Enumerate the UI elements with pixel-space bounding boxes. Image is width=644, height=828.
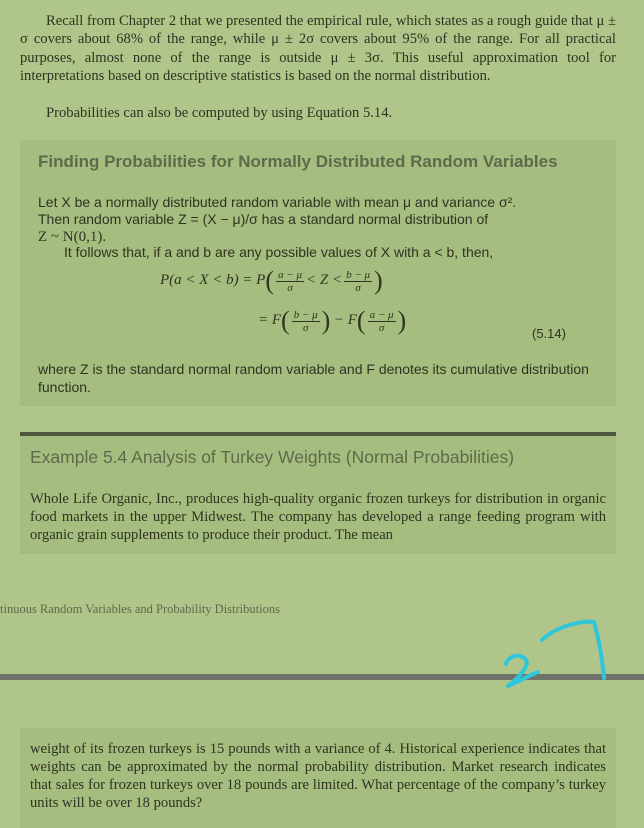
fraction-a: $\frac{a - \mu}{\sigma}$	[278, 268, 302, 294]
definition-line-1: Let X be a normally distributed random variable with mean μ and variance σ².	[38, 194, 517, 210]
example-body: Whole Life Organic, Inc., produces high-quality organic frozen turkeys for distribution in organic food markets in the upper Midwest. The company has developed a range feeding program with organic grain supplements to produce their product. The mean	[30, 491, 606, 543]
fraction-b-2: $\frac{b - \mu}{\sigma}$	[293, 308, 318, 334]
empirical-rule-paragraph: Recall from Chapter 2 that we presented the empirical rule, which states as a rough guide that μ ± σ covers about 68% of the range, while μ ± 2σ covers about 95% of the range. For all practical purposes, almost none of the range is outside μ ± 3σ. This useful approximation tool for interpretations based on descriptive statistics is based on the normal distribution.	[20, 13, 616, 85]
running-footer: tinuous Random Variables and Probability Distributions	[0, 602, 280, 616]
definition-box	[20, 140, 616, 406]
example-block	[20, 436, 616, 554]
example-title: Example 5.4 Analysis of Turkey Weights (Normal Probabilities)	[30, 447, 515, 467]
definition-line-3: Z ~ N(0,1).	[38, 229, 107, 245]
definition-title: Finding Probabilities for Normally Distributed Random Variables	[38, 152, 558, 171]
equation-line-1: P(a < X < b) = P( $\frac{a - \mu}{\sigma}$ < Z < $\frac{b - \mu}{\sigma}$ )	[160, 266, 383, 295]
equation-number: (5.14)	[532, 326, 566, 341]
follows-text: It follows that, if a and b are any possible values of X with a < b, then,	[64, 244, 494, 260]
continuation-text: weight of its frozen turkeys is 15 pounds with a variance of 4. Historical experience indicates that weights can be approximated by the normal probability distribution. Market research indicates that sales for frozen turkeys over 18 pounds are limited. What percentage of the company’s turkey units will be over 18 pounds?	[30, 741, 606, 811]
handwritten-annotation	[498, 612, 610, 692]
continuation-block	[20, 728, 616, 828]
fraction-b: $\frac{b - \mu}{\sigma}$	[346, 268, 371, 294]
equation-reference-paragraph: Probabilities can also be computed by using Equation 5.14.	[46, 105, 393, 121]
handwritten-number-27	[506, 622, 604, 686]
equation-line-2: = F( $\frac{b - \mu}{\sigma}$ ) − F( $\frac{a - \mu}{\sigma}$ )	[258, 306, 407, 335]
fraction-a-2: $\frac{a - \mu}{\sigma}$	[369, 308, 394, 334]
definition-footnote: where Z is the standard normal random variable and F denotes its cumulative distribution function.	[38, 361, 589, 395]
definition-line-2: Then random variable Z = (X − μ)/σ has a standard normal distribution of	[38, 211, 489, 227]
definition-text	[38, 194, 598, 246]
svg-text:27: 27	[498, 612, 499, 613]
